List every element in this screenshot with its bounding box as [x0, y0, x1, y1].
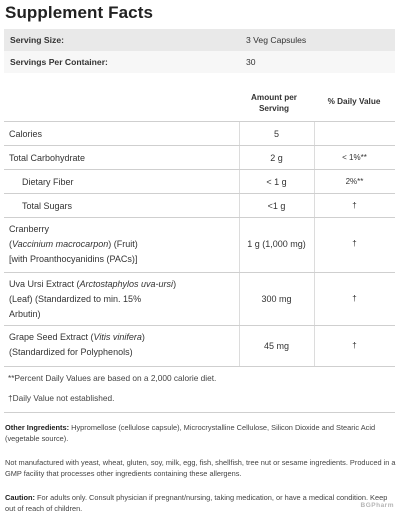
row-name-line2: (Standardized for Polyphenols): [9, 347, 133, 357]
serving-size-row: [4, 29, 395, 51]
other-ingredients: [5, 422, 397, 444]
row-name-line2: [9, 237, 138, 252]
row-amount: 5: [273, 129, 279, 139]
table-row-total-carbohydrate: [4, 146, 395, 170]
other-ingredients-label: Other Ingredients:: [5, 423, 70, 432]
table-row-grape-seed: [4, 326, 395, 367]
row-amount: 1 g (1,000 mg): [247, 239, 306, 249]
row-amount: 2 g: [270, 153, 283, 163]
row-daily-value: 2%**: [345, 177, 364, 186]
row-name: Calories: [9, 129, 43, 139]
latin-name: Vitis vinifera: [93, 332, 142, 342]
row-name: Dietary Fiber: [22, 177, 74, 187]
row-name-line1: [9, 277, 176, 292]
table-row-uva-ursi: [4, 273, 395, 326]
table-row-dietary-fiber: [4, 170, 395, 194]
row-daily-value: †: [352, 341, 357, 350]
watermark: BGPharm: [360, 502, 394, 509]
row-name-line2: (Leaf) (Standardized to min. 15%: [9, 294, 142, 304]
servings-per-container-row: [4, 51, 395, 73]
row-name-text: ): [173, 279, 177, 289]
row-name: [9, 330, 145, 360]
allergen-notice: Not manufactured with yeast, wheat, gluten, soy, milk, egg, fish, shellfish, tree nut or sesame ingredients. Produced in a GMP facility that processes other ingredients containing these allergens.: [5, 458, 396, 478]
row-amount: < 1 g: [266, 177, 287, 187]
table-row-total-sugars: [4, 194, 395, 218]
amount-per-serving-header: [239, 92, 309, 114]
daily-value-header: % Daily Value: [327, 97, 381, 106]
row-name-line3: Arbutin): [9, 309, 41, 319]
latin-name: Vaccinium macrocarpon: [12, 239, 109, 249]
latin-name: Arctostaphylos uva-ursi: [79, 279, 174, 289]
row-name-text: Grape Seed Extract (: [9, 332, 94, 342]
amount-header-line1: Amount per: [251, 93, 297, 102]
row-name-text: ) (Fruit): [108, 239, 138, 249]
servings-per-container-value: 30: [246, 57, 256, 67]
footnote-not-established: †Daily Value not established.: [8, 393, 115, 403]
row-name-line1: [9, 330, 145, 345]
row-amount: 300 mg: [261, 294, 292, 304]
other-ingredients-text: Hypromellose (cellulose capsule), Microcrystalline Cellulose, Silicon Dioxide and Stearic Acid (vegetable source).: [5, 423, 376, 443]
row-name-text: Uva Ursi Extract (: [9, 279, 80, 289]
table-row-calories: [4, 122, 395, 146]
footnote-percent-daily-value: **Percent Daily Values are based on a 2,000 calorie diet.: [8, 373, 217, 383]
table-row-cranberry: [4, 218, 395, 273]
serving-size-label: Serving Size:: [10, 35, 64, 45]
row-amount: 45 mg: [263, 341, 289, 351]
serving-size-value: 3 Veg Capsules: [246, 35, 307, 45]
servings-per-container-label: Servings Per Container:: [10, 57, 108, 67]
amount-header-line2: Serving: [258, 104, 290, 113]
row-name: [9, 222, 138, 267]
divider: [4, 412, 395, 413]
row-name: [9, 277, 176, 322]
row-daily-value: < 1%**: [342, 153, 367, 162]
caution-text: For adults only. Consult physician if pregnant/nursing, taking medication, or have a medical condition. Keep out of reach of children.: [5, 493, 388, 513]
facts-table-header: [4, 82, 395, 122]
row-name-text: ): [141, 332, 145, 342]
row-name: Total Sugars: [22, 201, 73, 211]
row-name-line1: Cranberry: [9, 224, 50, 234]
row-name-text: (: [9, 239, 12, 249]
row-daily-value: †: [352, 294, 357, 303]
row-daily-value: †: [352, 239, 357, 248]
row-amount: <1 g: [267, 201, 286, 211]
row-name: Total Carbohydrate: [9, 153, 86, 163]
caution-notice: [5, 492, 397, 513]
row-daily-value: †: [352, 201, 357, 210]
page-title: Supplement Facts: [5, 3, 154, 22]
row-name-line3: [with Proanthocyanidins (PACs)]: [9, 254, 138, 264]
caution-label: Caution:: [5, 493, 35, 502]
